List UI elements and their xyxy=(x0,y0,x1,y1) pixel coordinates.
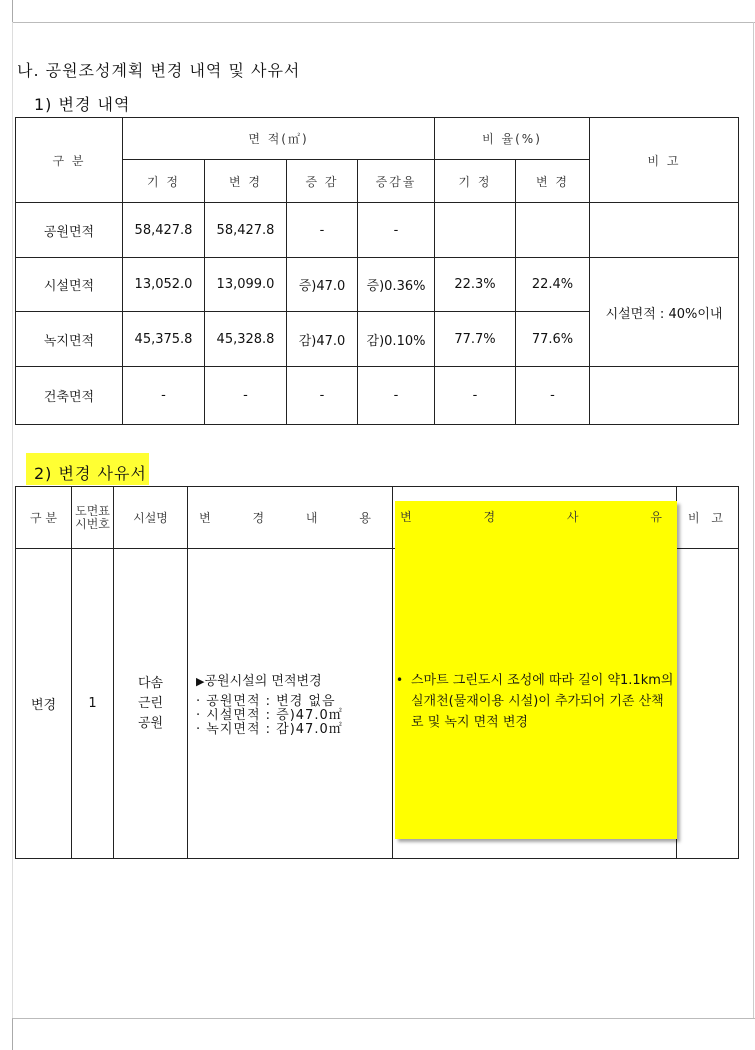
subsection-heading-change-reason: 2) 변경 사유서 xyxy=(34,464,147,483)
page-right-edge xyxy=(753,22,754,1018)
cell-diff: - xyxy=(287,203,358,258)
header-note: 비 고 xyxy=(590,118,739,203)
cell-diff: - xyxy=(287,367,358,425)
section-heading: 나. 공원조성계획 변경 내역 및 사유서 xyxy=(17,61,301,80)
cell-diff-rate: 감)0.10% xyxy=(358,312,435,367)
change-reason-text-block xyxy=(397,670,675,733)
header-facility-name: 시설명 xyxy=(114,487,188,549)
bullet-icon: • xyxy=(396,673,404,687)
header-area-changed: 변 경 xyxy=(205,160,287,203)
page-bottom-margin xyxy=(12,1018,755,1050)
cell-ratio-existing: - xyxy=(435,367,516,425)
cell-diff: 감)47.0 xyxy=(287,312,358,367)
table-row xyxy=(16,203,739,258)
cell-note xyxy=(677,549,739,859)
row-label: 건축면적 xyxy=(16,367,123,425)
cell-existing: 45,375.8 xyxy=(123,312,205,367)
cell-ratio-existing: 77.7% xyxy=(435,312,516,367)
header-note: 비 고 xyxy=(677,487,739,549)
header-ratio-existing: 기 정 xyxy=(435,160,516,203)
row-label: 공원면적 xyxy=(16,203,123,258)
cell-ratio-existing: 22.3% xyxy=(435,258,516,312)
content-line: · 녹지면적 : 감)47.0㎡ xyxy=(196,722,343,737)
cell-facility-name: 다솜 근린 공원 xyxy=(114,549,188,859)
cell-ratio-existing xyxy=(435,203,516,258)
cell-ratio-changed: 22.4% xyxy=(516,258,590,312)
header-category: 구 분 xyxy=(16,487,72,549)
content-line: · 공원면적 : 변경 없음 xyxy=(196,694,336,709)
subsection-heading-change-details: 1) 변경 내역 xyxy=(34,95,131,114)
change-details-table xyxy=(15,117,739,425)
cell-existing: 58,427.8 xyxy=(123,203,205,258)
page-top-margin xyxy=(12,0,755,23)
triangle-bullet-icon: ▶ xyxy=(196,675,205,688)
cell-changed: - xyxy=(205,367,287,425)
table-row xyxy=(16,258,739,312)
header-area-group: 면 적(㎡) xyxy=(123,118,435,160)
cell-change-content xyxy=(188,549,393,859)
header-change-reason: 변 경 사 유 xyxy=(400,510,672,524)
cell-ratio-changed xyxy=(516,203,590,258)
page-left-edge xyxy=(12,22,13,1018)
header-change-content: 변 경 내 용 xyxy=(188,487,393,549)
cell-changed: 13,099.0 xyxy=(205,258,287,312)
cell-ratio-changed: 77.6% xyxy=(516,312,590,367)
cell-drawing-no: 1 xyxy=(72,549,114,859)
content-title: ▶공원시설의 면적변경 xyxy=(196,674,322,689)
cell-existing: - xyxy=(123,367,205,425)
header-area-existing: 기 정 xyxy=(123,160,205,203)
cell-category: 변경 xyxy=(16,549,72,859)
header-area-diff-rate: 증감율 xyxy=(358,160,435,203)
content-line: · 시설면적 : 증)47.0㎡ xyxy=(196,708,343,723)
cell-note xyxy=(590,367,739,425)
header-drawing-no: 도면표시번호 xyxy=(72,487,114,549)
cell-diff: 증)47.0 xyxy=(287,258,358,312)
cell-diff-rate: - xyxy=(358,203,435,258)
header-ratio-group: 비 율(%) xyxy=(435,118,590,160)
cell-note-facility-limit: 시설면적 : 40%이내 xyxy=(590,258,739,367)
header-area-diff: 증 감 xyxy=(287,160,358,203)
header-category: 구 분 xyxy=(16,118,123,203)
change-reason-text: 스마트 그린도시 조성에 따라 길이 약1.1km의 실개천(물재이용 시설)이 추가되어 기존 산책로 및 녹지 면적 변경 xyxy=(411,673,674,730)
cell-diff-rate: - xyxy=(358,367,435,425)
cell-changed: 45,328.8 xyxy=(205,312,287,367)
cell-existing: 13,052.0 xyxy=(123,258,205,312)
cell-changed: 58,427.8 xyxy=(205,203,287,258)
cell-note xyxy=(590,203,739,258)
table-row xyxy=(16,367,739,425)
row-label: 녹지면적 xyxy=(16,312,123,367)
cell-diff-rate: 증)0.36% xyxy=(358,258,435,312)
header-ratio-changed: 변 경 xyxy=(516,160,590,203)
row-label: 시설면적 xyxy=(16,258,123,312)
cell-ratio-changed: - xyxy=(516,367,590,425)
